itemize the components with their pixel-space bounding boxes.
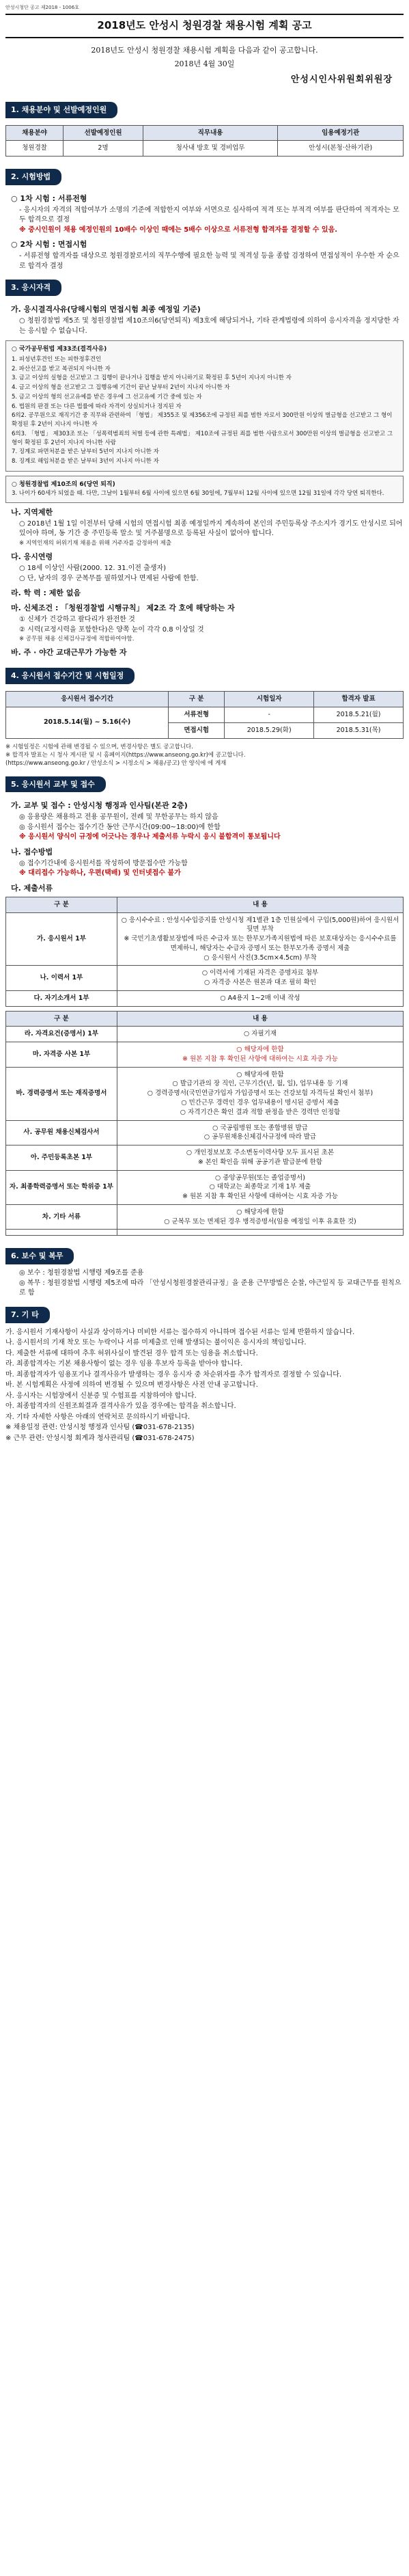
section-7-heading: 7. 기 타 xyxy=(5,1307,50,1323)
list-item: 사. 응시자는 시험장에서 신분증 및 수험표를 지참하여야 합니다. xyxy=(5,1392,197,1400)
issue-heading: 가. 교부 및 접수 : 안성시청 행정과 인사팀(본관 2층) xyxy=(11,801,188,811)
cell: ○ 해당자에 한함 ○ 발급기관의 장 직인, 근무기간(년, 월, 일), 업무내용 등 기재 ○ 경력증명서(국민연금가입자 가입증명서 또는 건강보험 자격득실 확인서 첨부) ○ 민간근무 경력인 경우 업무내용이 명시된 증명서 제출 ○ 자격기간은 확인 결과 적합 판정을 받은 경력만 인정함 xyxy=(117,1067,403,1120)
cell: ○ 해당자에 한함 ○ 군복무 또는 면제된 경우 병적증명서(임용 예정일 이후 유효한 것) xyxy=(117,1204,403,1230)
table-row xyxy=(6,966,404,991)
cell: ○ 이력서에 기재된 자격은 증명자료 첨부 ○ 자격증 사본은 원본과 대조 필히 확인 xyxy=(117,966,403,991)
law-excerpt-list xyxy=(12,355,397,466)
misc-list xyxy=(5,1328,404,1444)
exam-stage-1: ○ 1차 시험 : 서류전형 xyxy=(11,194,87,204)
issuing-organization: 안성시인사위원회위원장 xyxy=(290,74,393,85)
cell: 다. 자기소개서 1부 xyxy=(6,990,117,1006)
contact-line: ※ 채용일정 관련: 안성시청 행정과 인사팀 (☎031-678-2135) xyxy=(5,1424,195,1432)
table-row xyxy=(6,141,404,157)
exam-stage-2-desc: - 서류전형 합격자를 대상으로 청원경찰로서의 직무수행에 필요한 능력 및 적격성 등을 종합 검정하여 면접성적이 우수한 자 순으로 합격자 결정 xyxy=(19,252,399,270)
section-2-heading: 2. 시험방법 xyxy=(5,169,61,185)
documents-heading: 다. 제출서류 xyxy=(11,883,53,893)
recruitment-table xyxy=(5,125,404,157)
cell: 면접시험 xyxy=(169,722,225,738)
cell: ○ 중앙공무원(또는 졸업증명서) ○ 대학교는 최종학교 기재 1부 제출 ※ 원본 지참 후 확인된 사항에 대하여는 시효 자증 가능 xyxy=(117,1170,403,1204)
schedule-note-2: ※ 합격자 발표는 시 청사 게시판 및 시 홈페이지(https://www.anseong.go.kr)에 공고합니다. xyxy=(5,751,246,759)
method-line-1: ◎ 접수기간내에 응시원서를 작성하여 방문접수만 가능함 xyxy=(19,859,188,867)
section-4-heading: 4. 응시원서 접수기간 및 시험일정 xyxy=(5,668,135,684)
col-detail: 내 용 xyxy=(117,1011,403,1027)
cell: 2018.5.21(월) xyxy=(314,707,404,723)
issue-line-3: ※ 응시원서 양식이 규정에 어긋나는 경우나 제출서류 누락시 응시 불합격이 통보됩니다 xyxy=(19,833,281,841)
cell: 마. 자격증 사본 1부 xyxy=(6,1042,117,1068)
col-exam-date: 시험일자 xyxy=(225,692,314,707)
cell: - xyxy=(225,707,314,723)
cell: 서류전형 xyxy=(169,707,225,723)
notice-title: 2018년도 안성시 청원경찰 채용시험 계획 공고 xyxy=(5,14,404,38)
col-field: 채용분야 xyxy=(6,125,64,141)
pay-line: ◎ 보수 : 청원경찰법 시행령 제9조를 준용 xyxy=(19,1269,144,1277)
table-row xyxy=(6,1204,404,1230)
schedule-note-3: (https://www.anseong.go.kr / 안성소식 > 시정소식 > 채용/공고) 안 양식에 에 게재 xyxy=(5,760,227,768)
list-item: 8. 징계로 해임처분을 받은 날부터 3년이 지나지 아니한 자 xyxy=(12,458,159,465)
age-heading: 다. 응시연령 xyxy=(11,552,53,562)
list-item: 2. 파산선고를 받고 복권되지 아니한 자 xyxy=(12,365,111,372)
list-item: 7. 징계로 파면처분을 받은 날부터 5년이 지나지 아니한 자 xyxy=(12,448,159,456)
method-heading: 나. 접수방법 xyxy=(11,847,53,856)
cell: 가. 응시원서 1부 xyxy=(6,912,117,966)
col-detail: 내 용 xyxy=(117,897,403,912)
cell: 2018.5.29(화) xyxy=(225,722,314,738)
col-result-date: 합격자 발표 xyxy=(314,692,404,707)
section-1-heading: 1. 채용분야 및 선발예정인원 xyxy=(5,102,117,118)
contact-line: ※ 근무 관련: 안성시청 회계과 청사관리팀 (☎031-678-2475) xyxy=(5,1434,195,1442)
col-count: 선발예정인원 xyxy=(64,125,143,141)
region-heading: 나. 지역제한 xyxy=(11,508,53,517)
documents-table-2 xyxy=(5,1011,404,1236)
cell: ○ 응시수수료 : 안성시수입증지를 안성시청 제1별관 1층 민원실에서 구입(5,000원)하여 응시원서 뒷면 부착 ※ 국민기초생활보장법에 따른 수급자 또는 한부모가족지원법에 따른 보호대상자는 응시수수료를 면제하니, 해당자는 수급자 증명서 또는 한부모가족 증명서 제출 ○ 응시원서 사진(3.5cm×4.5cm) 부착 xyxy=(117,912,403,966)
cell: ○ 자필기재 xyxy=(117,1027,403,1042)
physical-heading: 마. 신체조건 : 「청원경찰법 시행규칙」 제2조 각 호에 해당하는 자 xyxy=(11,604,235,613)
cell: 2명 xyxy=(64,141,143,157)
table-row xyxy=(6,990,404,1006)
method-line-2: ※ 대리접수 가능하나, 우편(택배) 및 인터넷접수 불가 xyxy=(19,869,181,878)
age-note: ○ 단, 남자의 경우 군복무를 필하였거나 면제된 사람에 한함. xyxy=(19,574,199,582)
schedule-note-1: ※ 시험일정은 시험에 관해 변경될 수 있으며, 변경사항은 별도 공고합니다. xyxy=(5,743,193,750)
cell xyxy=(6,1230,117,1236)
list-item: 6의3. 「형법」 제303조 또는 「성폭력범죄의 처벌 등에 관한 특례법」 제10조에 규정된 죄를 범한 사람으로서 300만원 이상의 벌금형을 선고받고 그 형이 확정된 후 2년이 지나지 아니한 사람 xyxy=(12,430,393,446)
schedule-table xyxy=(5,691,404,738)
cell: ○ A4용지 1~2매 이내 작성 xyxy=(117,990,403,1006)
cell: ○ 국공립병원 또는 종합병원 발급 ○ 공무원채용신체검사규정에 따라 발급 xyxy=(117,1120,403,1145)
cell xyxy=(117,1230,403,1236)
exam-stage-1-note: ※ 중시인원이 채용 예정인원의 10배수 이상인 때에는 5배수 이상으로 서류전형 합격자를 결정할 수 있음. xyxy=(19,226,338,234)
intro-text: 2018년도 안성시 청원경찰 채용시험 계획을 다음과 같이 공고합니다. xyxy=(91,45,318,55)
application-period: 2018.5.14(월) ~ 5.16(수) xyxy=(6,707,169,739)
physical-item-2: ② 시력(교정시력을 포함한다)은 양쪽 눈이 각각 0.8 이상일 것 xyxy=(19,625,204,634)
table-row xyxy=(6,1230,404,1236)
section-6-heading: 6. 보수 및 복무 xyxy=(5,1248,74,1264)
list-item: 3. 금고 이상의 실형을 선고받고 그 집행이 끝나거나 집행을 받지 아니하기로 확정된 후 5년이 지나지 아니한 자 xyxy=(12,375,292,382)
cell: 사. 공무원 채용신체검사서 xyxy=(6,1120,117,1145)
cell: ○ 해당자에 한함 ※ 원본 지참 후 확인된 사항에 대하여는 시효 자증 가능 xyxy=(117,1042,403,1068)
col-agency: 임용예정기관 xyxy=(278,125,404,141)
list-item: 바. 본 시험계획은 사정에 의하여 변경될 수 있으며 변경사항은 사전 안내 공고합니다. xyxy=(5,1381,258,1389)
table-row xyxy=(6,1120,404,1145)
cell: 청원경찰 xyxy=(6,141,64,157)
cell: ○ 개인정보보호 주소변동이력사항 모두 표시된 초본 ※ 본인 확인을 위해 공공기관 발급분에 한함 xyxy=(117,1145,403,1171)
section-3-heading: 3. 응시자격 xyxy=(5,280,61,296)
list-item: 자. 기타 자세한 사항은 아래의 연락처로 문의하시기 바랍니다. xyxy=(5,1413,191,1421)
table-row xyxy=(6,1145,404,1171)
table-row xyxy=(6,1067,404,1120)
section-5-heading: 5. 응시원서 교부 및 접수 xyxy=(5,776,106,793)
disqualification-heading: 가. 응시결격사유(당해시험의 면접시험 최종 예정일 기준) xyxy=(11,305,201,314)
list-item: 6. 법원의 판결 또는 다른 법률에 따라 자격이 상실되거나 정지된 자 xyxy=(12,403,182,410)
physical-note: ※ 공무원 채용 신체검사규정에 적합하여야함. xyxy=(19,636,135,643)
list-item: 1. 피성년후견인 또는 피한정후견인 xyxy=(12,355,102,363)
list-item: 다. 제출한 서류에 대하여 추후 허위사실이 발견된 경우 합격 또는 임용을 취소합니다. xyxy=(5,1349,258,1357)
physical-item-1: ① 신체가 건강하고 팔다리가 완전한 것 xyxy=(19,616,135,624)
issue-line-2: ◎ 응시원서 접수는 접수기간 동안 근무시간(09:00~18:00)에 한함 xyxy=(19,823,221,831)
law-excerpt-title-2: ○ 청원경찰법 제10조의 6(당연 퇴직) xyxy=(12,480,115,488)
cell: 청사내 방호 및 경비업무 xyxy=(143,141,277,157)
list-item: 가. 응시원서 기재사항이 사실과 상이하거나 미비한 서류는 접수하지 아니하며 접수된 서류는 일체 반환하지 않습니다. xyxy=(5,1328,355,1336)
notice-date: 2018년 4월 30일 xyxy=(174,59,235,68)
cell: 바. 경력증명서 또는 재직증명서 xyxy=(6,1067,117,1120)
table-row xyxy=(6,707,404,723)
table-row xyxy=(6,1042,404,1068)
table-row xyxy=(6,912,404,966)
cell: 나. 이력서 1부 xyxy=(6,966,117,991)
region-note: ※ 지역인재의 허위기재 채용을 위해 거주자를 감정하여 제출 xyxy=(19,539,172,547)
list-item: 라. 최종합격자는 기본 채용사항이 없는 경우 임용 후보자 등록을 받아야 합니다. xyxy=(5,1360,243,1368)
col-item: 구 분 xyxy=(6,1011,117,1027)
education-heading: 라. 학 력 : 제한 없음 xyxy=(11,588,81,598)
cell: 차. 기타 서류 xyxy=(6,1204,117,1230)
law-excerpt-title: ○ 국가공무원법 제33조(결격사유) xyxy=(12,346,107,353)
col-duty: 직무내용 xyxy=(143,125,277,141)
col-period: 응시원서 접수기간 xyxy=(6,692,169,707)
exam-stage-2: ○ 2차 시험 : 면접시험 xyxy=(11,240,87,249)
col-type: 구 분 xyxy=(169,692,225,707)
region-text: ○ 2018년 1월 1일 이전부터 당해 시험의 면접시험 최종 예정일까지 계속하여 본인의 주민등록상 주소지가 경기도 안성시로 되어 있어야 하며, 동 기간 중 주민등록 말소 및 거주불명으로 등록된 사실이 없어야 합니다. xyxy=(19,519,403,538)
table-row xyxy=(6,1170,404,1204)
issue-line-1: ◎ 응용량은 채용하고 전용 공무원이, 전례 및 무한공무는 하지 않음 xyxy=(19,813,218,822)
table-row xyxy=(6,1027,404,1042)
list-item: 3. 나이가 60세가 되었을 때. 다만, 그날이 1월부터 6월 사이에 있으면 6월 30일에, 7월부터 12월 사이에 있으면 12월 31일에 각각 당연 퇴직한다. xyxy=(12,490,384,498)
list-item: 마. 최종합격자가 임용포기나 결격사유가 발생하는 경우 응시자 중 차순위자를 추가 합격자로 결정할 수 있습니다. xyxy=(5,1370,342,1379)
cell: 2018.5.31(목) xyxy=(314,722,404,738)
shift-heading: 바. 주 · 야간 교대근무가 가능한 자 xyxy=(11,648,127,657)
exam-stage-1-desc: - 응시자의 자격의 적합여부가 소명의 기준에 적합한지 여부와 서면으로 심사하여 적격 또는 부적격 여부를 판단하여 적격자는 모두 합격으로 결정 xyxy=(19,206,399,224)
age-text: ○ 18세 이상인 사람(2000. 12. 31.이전 출생자) xyxy=(19,565,167,573)
disqualification-text: ○ 청원경찰법 제5조 및 청원경찰법 제10조의6(당연퇴직) 제3호에 해당되거나, 기타 관계법령에 의하여 응시자격을 정지당한 자는 응시할 수 없습니다. xyxy=(19,317,399,335)
notice-page xyxy=(5,0,404,1450)
duty-line: ◎ 복무 : 청원경찰법 시행령 제5조에 따라 「안성시청원경찰관리규정」을 준용 근무방법은 순찰, 야근일직 등 교대근무를 원칙으로 함 xyxy=(19,1279,401,1297)
cell: 라. 자격요건(증명서) 1부 xyxy=(6,1027,117,1042)
cell: 아. 주민등록초본 1부 xyxy=(6,1145,117,1171)
notice-number: 안성시청단 공고 제2018 - 1006호 xyxy=(5,5,79,10)
list-item: 아. 최종합격자의 신원조회결과 결격사유가 있을 경우에는 합격을 취소합니다. xyxy=(5,1402,236,1411)
documents-table-1 xyxy=(5,897,404,1007)
cell: 안성시(본청·산하기관) xyxy=(278,141,404,157)
list-item: 4. 금고 이상의 형을 선고받고 그 집행유예 기간이 끝난 날부터 2년이 지나지 아니한 자 xyxy=(12,384,230,392)
law-excerpt-box-2 xyxy=(5,476,404,503)
col-item: 구 분 xyxy=(6,897,117,912)
cell: 자. 최종학력증명서 또는 학위증 1부 xyxy=(6,1170,117,1204)
list-item: 6의2. 공무원으로 재직기간 중 직무와 관련하여 「형법」 제355조 및 제356조에 규정된 죄를 범한 자로서 300만원 이상의 벌금형을 선고받고 그 형이 확정된 후 2년이 지나지 아니한 자 xyxy=(12,412,393,429)
list-item: 나. 응시원서의 기재 착오 또는 누락이나 서류 미제출로 인해 발생되는 불이익은 응시자의 책임입니다. xyxy=(5,1339,307,1347)
list-item: 5. 금고 이상의 형의 선고유예를 받은 경우에 그 선고유예 기간 중에 있는 자 xyxy=(12,393,202,401)
law-excerpt-box xyxy=(5,340,404,472)
